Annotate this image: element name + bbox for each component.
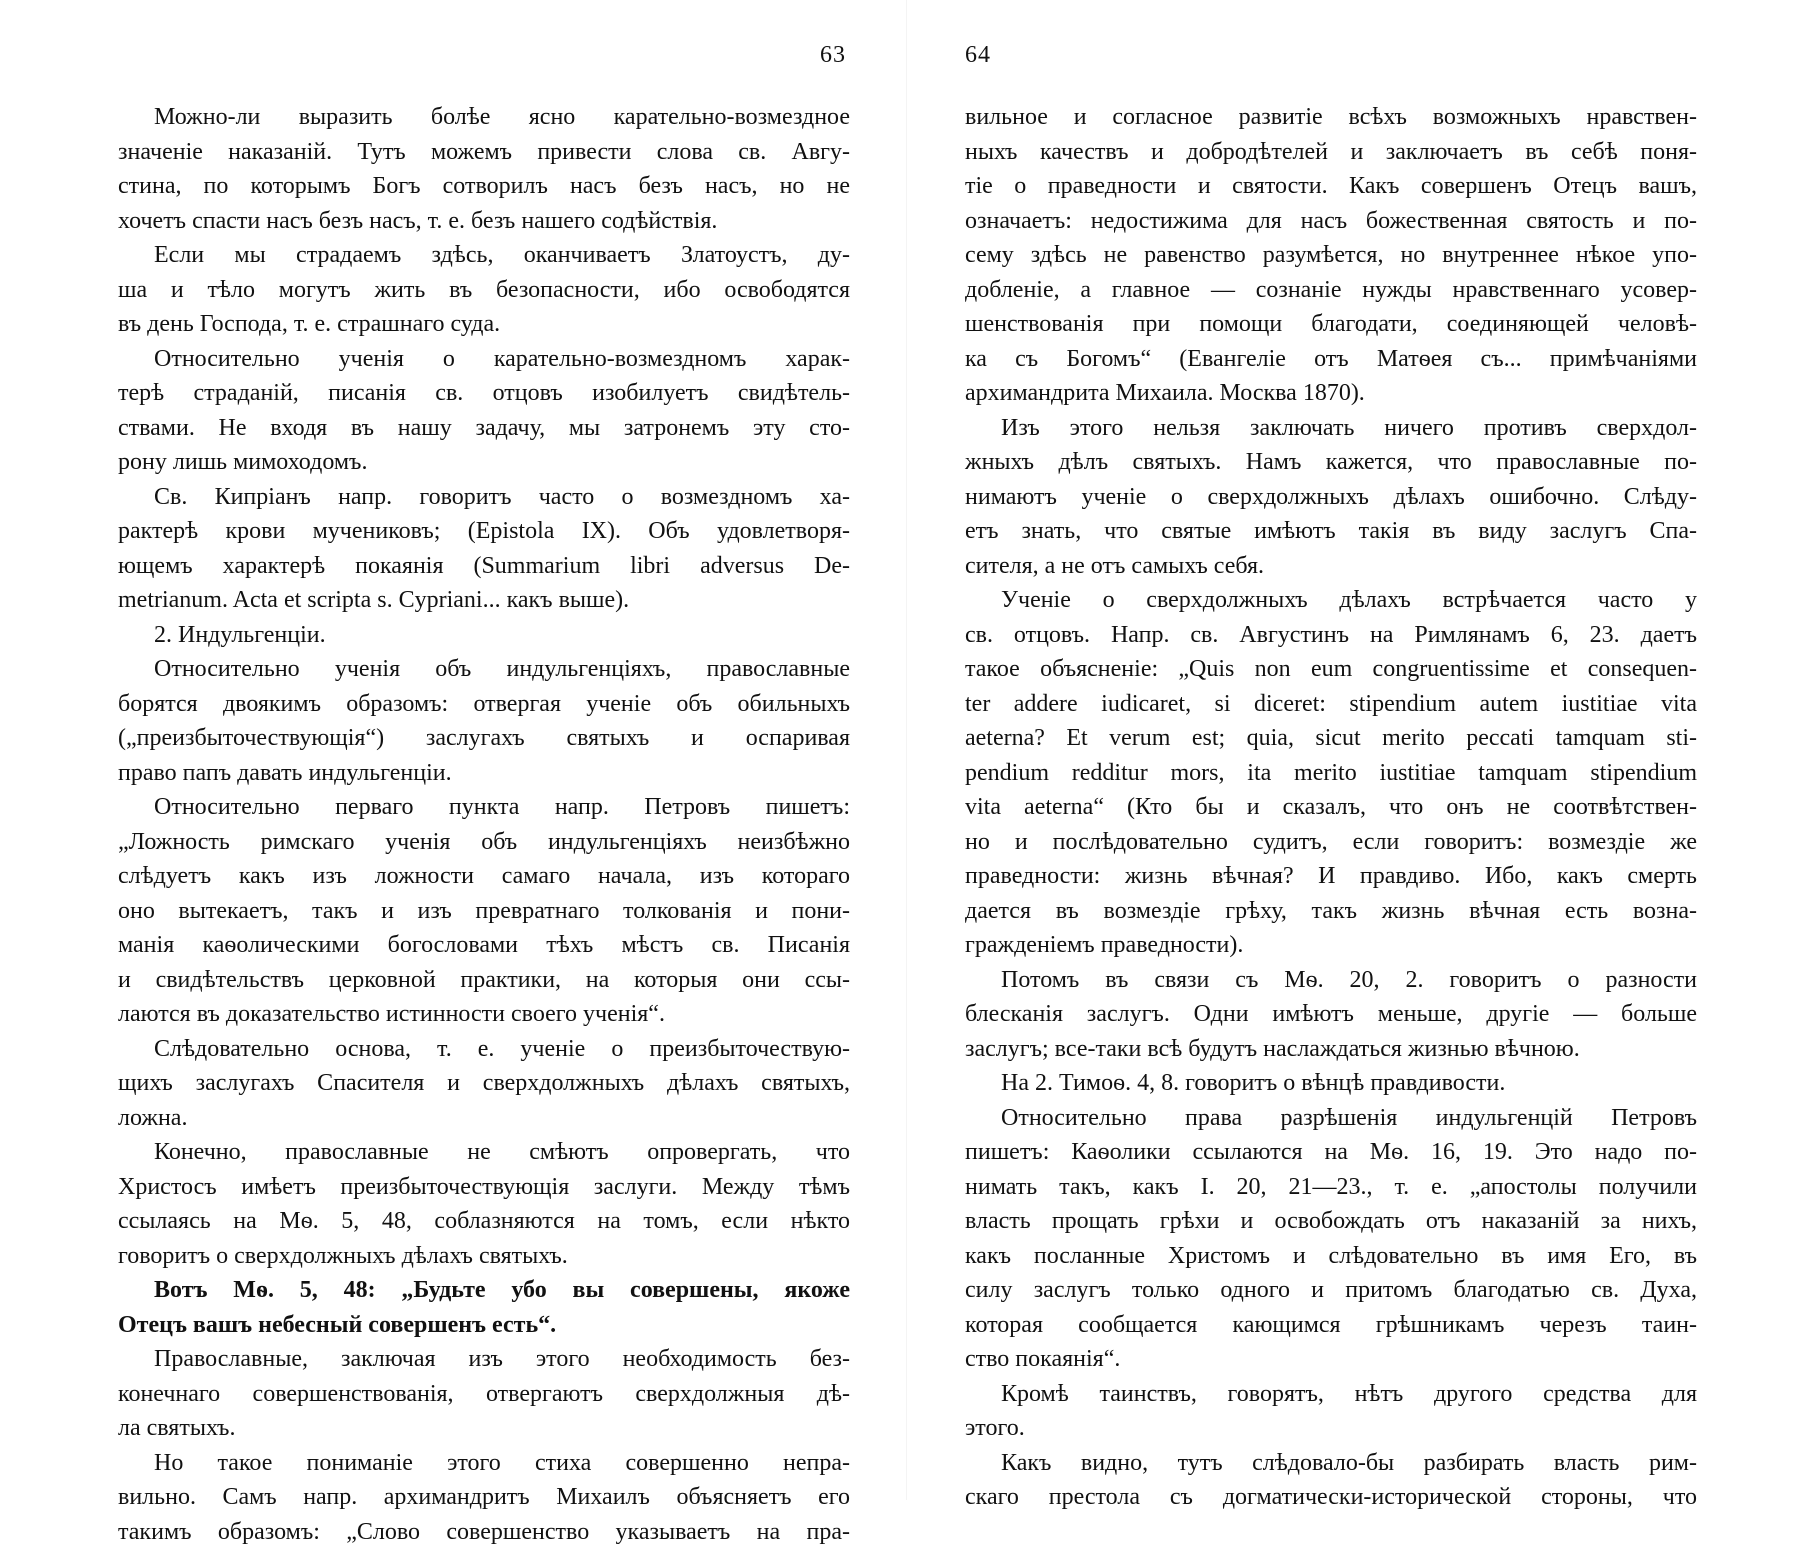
text-line: vita aeterna“ (Кто бы и сказалъ, что онъ не соотвѣтствен- [965, 790, 1697, 825]
page-text [965, 100, 1697, 1515]
page-number: 63 [820, 42, 846, 69]
text-line: шенствованія при помощи благодати, соединяющей человѣ- [965, 307, 1697, 342]
text-line: архимандрита Михаила. Москва 1870). [965, 376, 1697, 411]
text-line: Если мы страдаемъ здѣсь, оканчиваетъ Златоустъ, ду- [118, 238, 850, 273]
text-line: ка съ Богомъ“ (Евангеліе отъ Матѳея съ... примѣчаніями [965, 342, 1697, 377]
text-line: блесканія заслугъ. Одни имѣютъ меньше, другіе — больше [965, 997, 1697, 1032]
text-line: Ученіе о сверхдолжныхъ дѣлахъ встрѣчается часто у [965, 583, 1697, 618]
text-line: говоритъ о сверхдолжныхъ дѣлахъ святыхъ. [118, 1239, 850, 1274]
text-line: право папъ давать индульгенціи. [118, 756, 850, 791]
text-line: въ день Господа, т. е. страшнаго суда. [118, 307, 850, 342]
page-number: 64 [965, 42, 991, 69]
text-line: значеніе наказаній. Тутъ можемъ привести слова св. Авгу- [118, 135, 850, 170]
text-line: лаются въ доказательство истинности своего ученія“. [118, 997, 850, 1032]
page-text [118, 100, 850, 1549]
text-line: Какъ видно, тутъ слѣдовало-бы разбирать власть рим- [965, 1446, 1697, 1481]
text-line: Изъ этого нельзя заключать ничего противъ сверхдол- [965, 411, 1697, 446]
text-line: такимъ образомъ: „Слово совершенство указываетъ на пра- [118, 1515, 850, 1549]
text-line: скаго престола съ догматически-исторической стороны, что [965, 1480, 1697, 1515]
text-line: борятся двоякимъ образомъ: отвергая ученіе объ обильныхъ [118, 687, 850, 722]
text-line: ющемъ характерѣ покаянія (Summarium libri adversus De- [118, 549, 850, 584]
text-line: Вотъ Мѳ. 5, 48: „Будьте убо вы совершены, якоже [118, 1273, 850, 1308]
text-line: св. отцовъ. Напр. св. Августинъ на Римлянамъ 6, 23. даетъ [965, 618, 1697, 653]
page-gutter [906, 0, 907, 1500]
text-line: силу заслугъ только одного и притомъ благодатью св. Духа, [965, 1273, 1697, 1308]
text-line: слѣдуетъ какъ изъ ложности самаго начала, изъ котораго [118, 859, 850, 894]
text-line: „Ложность римскаго ученія объ индульгенціяхъ неизбѣжно [118, 825, 850, 860]
text-line: („преизбыточествующія“) заслугахъ святыхъ и оспаривая [118, 721, 850, 756]
text-line: рактерѣ крови мучениковъ; (Epistola IX). Объ удовлетворя- [118, 514, 850, 549]
text-line: Православные, заключая изъ этого необходимость без- [118, 1342, 850, 1377]
text-line: ствами. Не входя въ нашу задачу, мы затронемъ эту сто- [118, 411, 850, 446]
text-line: Можно-ли выразить болѣе ясно карательно-возмездное [118, 100, 850, 135]
text-line: этого. [965, 1411, 1697, 1446]
text-line: гражденіемъ праведности). [965, 928, 1697, 963]
text-line: оно вытекаетъ, такъ и изъ превратнаго толкованія и пони- [118, 894, 850, 929]
text-line: дается въ возмездіе грѣху, такъ жизнь вѣчная есть возна- [965, 894, 1697, 929]
text-line: вильное и согласное развитіе всѣхъ возможныхъ нравствен- [965, 100, 1697, 135]
text-line: ство покаянія“. [965, 1342, 1697, 1377]
text-line: Христосъ имѣетъ преизбыточествующія заслуги. Между тѣмъ [118, 1170, 850, 1205]
text-line: metrianum. Acta et scripta s. Cypriani... какъ выше). [118, 583, 850, 618]
text-line: Но такое пониманіе этого стиха совершенно непра- [118, 1446, 850, 1481]
text-line: Конечно, православные не смѣютъ опровергать, что [118, 1135, 850, 1170]
text-line: заслугъ; все-таки всѣ будутъ наслаждаться жизнью вѣчною. [965, 1032, 1697, 1067]
text-line: aeterna? Et verum est; quia, sicut merito peccati tamquam sti- [965, 721, 1697, 756]
text-line: Относительно перваго пункта напр. Петровъ пишетъ: [118, 790, 850, 825]
left-page [118, 0, 850, 1500]
text-line: ter addere iudicaret, si diceret: stipendium autem iustitiae vita [965, 687, 1697, 722]
text-line: етъ знать, что святые имѣютъ такія въ виду заслугъ Спа- [965, 514, 1697, 549]
text-line: Слѣдовательно основа, т. е. ученіе о преизбыточествую- [118, 1032, 850, 1067]
text-line: На 2. Тимоѳ. 4, 8. говоритъ о вѣнцѣ правдивости. [965, 1066, 1697, 1101]
text-line: нимаютъ ученіе о сверхдолжныхъ дѣлахъ ошибочно. Слѣду- [965, 480, 1697, 515]
text-line: Относительно ученія о карательно-возмездномъ харак- [118, 342, 850, 377]
text-line: стина, по которымъ Богъ сотворилъ насъ безъ насъ, но не [118, 169, 850, 204]
text-line: сителя, а не отъ самыхъ себя. [965, 549, 1697, 584]
text-line: которая сообщается кающимся грѣшникамъ черезъ таин- [965, 1308, 1697, 1343]
text-line: и свидѣтельствъ церковной практики, на которыя они ссы- [118, 963, 850, 998]
right-page [965, 0, 1697, 1500]
text-line: Св. Кипріанъ напр. говоритъ часто о возмездномъ ха- [118, 480, 850, 515]
text-line: власть прощать грѣхи и освобождать отъ наказаній за нихъ, [965, 1204, 1697, 1239]
text-line: пишетъ: Каѳолики ссылаются на Мѳ. 16, 19. Это надо по- [965, 1135, 1697, 1170]
text-line: Отецъ вашъ небесный совершенъ есть“. [118, 1308, 850, 1343]
text-line: такое объясненіе: „Quis non eum congruentissime et consequen- [965, 652, 1697, 687]
text-line: ла святыхъ. [118, 1411, 850, 1446]
text-line: но и послѣдовательно судитъ, если говоритъ: возмездіе же [965, 825, 1697, 860]
text-line: вильно. Самъ напр. архимандритъ Михаилъ объясняетъ его [118, 1480, 850, 1515]
text-line: какъ посланные Христомъ и слѣдовательно въ имя Его, въ [965, 1239, 1697, 1274]
text-line: сему здѣсь не равенство разумѣется, но внутреннее нѣкое упо- [965, 238, 1697, 273]
text-line: означаетъ: недостижима для насъ божественная святость и по- [965, 204, 1697, 239]
text-line: нимать такъ, какъ І. 20, 21—23., т. е. „апостолы получили [965, 1170, 1697, 1205]
text-line: Относительно права разрѣшенія индульгенцій Петровъ [965, 1101, 1697, 1136]
text-line: тіе о праведности и святости. Какъ совершенъ Отецъ вашъ, [965, 169, 1697, 204]
text-line: рону лишь мимоходомъ. [118, 445, 850, 480]
text-line: жныхъ дѣлъ святыхъ. Намъ кажется, что православные по- [965, 445, 1697, 480]
text-line: добленіе, а главное — сознаніе нужды нравственнаго усовер- [965, 273, 1697, 308]
text-line: 2. Индульгенціи. [118, 618, 850, 653]
text-line: манія каѳолическими богословами тѣхъ мѣстъ св. Писанія [118, 928, 850, 963]
text-line: хочетъ спасти насъ безъ насъ, т. е. безъ нашего содѣйствія. [118, 204, 850, 239]
text-line: ссылаясь на Мѳ. 5, 48, соблазняются на томъ, если нѣкто [118, 1204, 850, 1239]
text-line: конечнаго совершенствованія, отвергаютъ сверхдолжныя дѣ- [118, 1377, 850, 1412]
text-line: Кромѣ таинствъ, говорятъ, нѣтъ другого средства для [965, 1377, 1697, 1412]
text-line: ныхъ качествъ и добродѣтелей и заключаетъ въ себѣ поня- [965, 135, 1697, 170]
text-line: Потомъ въ связи съ Мѳ. 20, 2. говоритъ о разности [965, 963, 1697, 998]
text-line: pendium redditur mors, ita merito iustitiae tamquam stipendium [965, 756, 1697, 791]
text-line: терѣ страданій, писанія св. отцовъ изобилуетъ свидѣтель- [118, 376, 850, 411]
text-line: ложна. [118, 1101, 850, 1136]
text-line: ша и тѣло могутъ жить въ безопасности, ибо освободятся [118, 273, 850, 308]
text-line: праведности: жизнь вѣчная? И правдиво. Ибо, какъ смерть [965, 859, 1697, 894]
text-line: Относительно ученія объ индульгенціяхъ, православные [118, 652, 850, 687]
text-line: щихъ заслугахъ Спасителя и сверхдолжныхъ дѣлахъ святыхъ, [118, 1066, 850, 1101]
